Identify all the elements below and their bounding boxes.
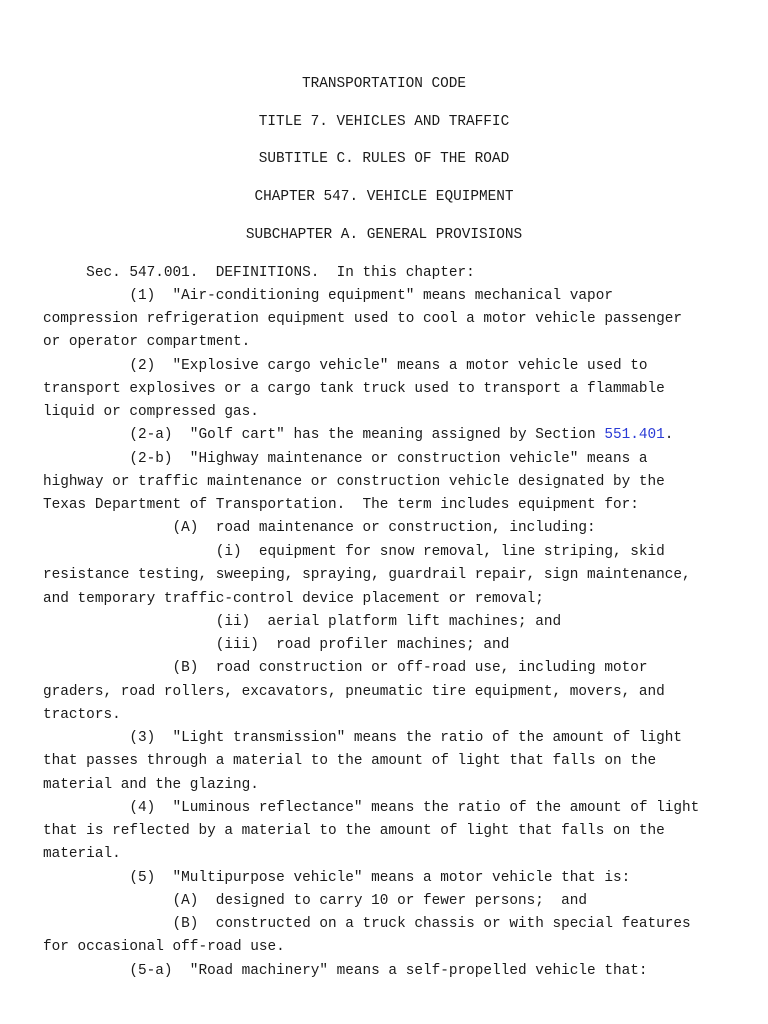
definition-line: graders, road rollers, excavators, pneumatic tire equipment, movers, and [43, 684, 665, 700]
golf-cart-period: . [664, 427, 674, 443]
definition-line: (2) "Explosive cargo vehicle" means a motor vehicle used to [43, 358, 648, 374]
golf-cart-definition-line [43, 426, 673, 444]
definition-line: (2-b) "Highway maintenance or construction vehicle" means a [43, 451, 648, 467]
definition-line: transport explosives or a cargo tank truck used to transport a flammable [43, 381, 665, 397]
section-heading-line: Sec. 547.001. DEFINITIONS. In this chapter: [43, 265, 475, 281]
definition-line: material. [43, 846, 121, 862]
definition-line: (4) "Luminous reflectance" means the ratio of the amount of light [43, 800, 700, 816]
definition-line: (5) "Multipurpose vehicle" means a motor vehicle that is: [43, 870, 631, 886]
title-heading: TITLE 7. VEHICLES AND TRAFFIC [258, 114, 510, 130]
golf-cart-text: (2-a) "Golf cart" has the meaning assigned by Section [43, 427, 605, 443]
definition-line: Texas Department of Transportation. The term includes equipment for: [43, 497, 639, 513]
definition-line: that is reflected by a material to the amount of light that falls on the [43, 823, 665, 839]
definition-line: (ii) aerial platform lift machines; and [43, 614, 562, 630]
definition-line: (i) equipment for snow removal, line striping, skid [43, 544, 665, 560]
definition-line: for occasional off-road use. [43, 939, 285, 955]
definition-line: (iii) road profiler machines; and [43, 637, 510, 653]
definition-line: (1) "Air-conditioning equipment" means mechanical vapor [43, 288, 613, 304]
definition-line: (A) road maintenance or construction, including: [43, 520, 596, 536]
definition-line: compression refrigeration equipment used to cool a motor vehicle passenger [43, 311, 683, 327]
code-title: TRANSPORTATION CODE [301, 76, 467, 92]
section-551-401-link[interactable]: 551.401 [604, 427, 665, 443]
chapter-heading: CHAPTER 547. VEHICLE EQUIPMENT [254, 189, 514, 205]
definition-line: (A) designed to carry 10 or fewer persons; and [43, 893, 588, 909]
definition-line: and temporary traffic-control device placement or removal; [43, 591, 544, 607]
definition-line: (B) constructed on a truck chassis or with special features [43, 916, 691, 932]
definition-line: tractors. [43, 707, 121, 723]
definition-line: highway or traffic maintenance or construction vehicle designated by the [43, 474, 665, 490]
definition-line: that passes through a material to the amount of light that falls on the [43, 753, 657, 769]
subtitle-heading: SUBTITLE C. RULES OF THE ROAD [258, 151, 510, 167]
definition-line: (5-a) "Road machinery" means a self-propelled vehicle that: [43, 963, 648, 979]
definition-line: resistance testing, sweeping, spraying, guardrail repair, sign maintenance, [43, 567, 691, 583]
subchapter-heading: SUBCHAPTER A. GENERAL PROVISIONS [245, 227, 523, 243]
definition-line: or operator compartment. [43, 334, 251, 350]
definition-line: (3) "Light transmission" means the ratio of the amount of light [43, 730, 683, 746]
definition-line: material and the glazing. [43, 777, 259, 793]
definition-line: liquid or compressed gas. [43, 404, 259, 420]
definition-line: (B) road construction or off-road use, including motor [43, 660, 648, 676]
